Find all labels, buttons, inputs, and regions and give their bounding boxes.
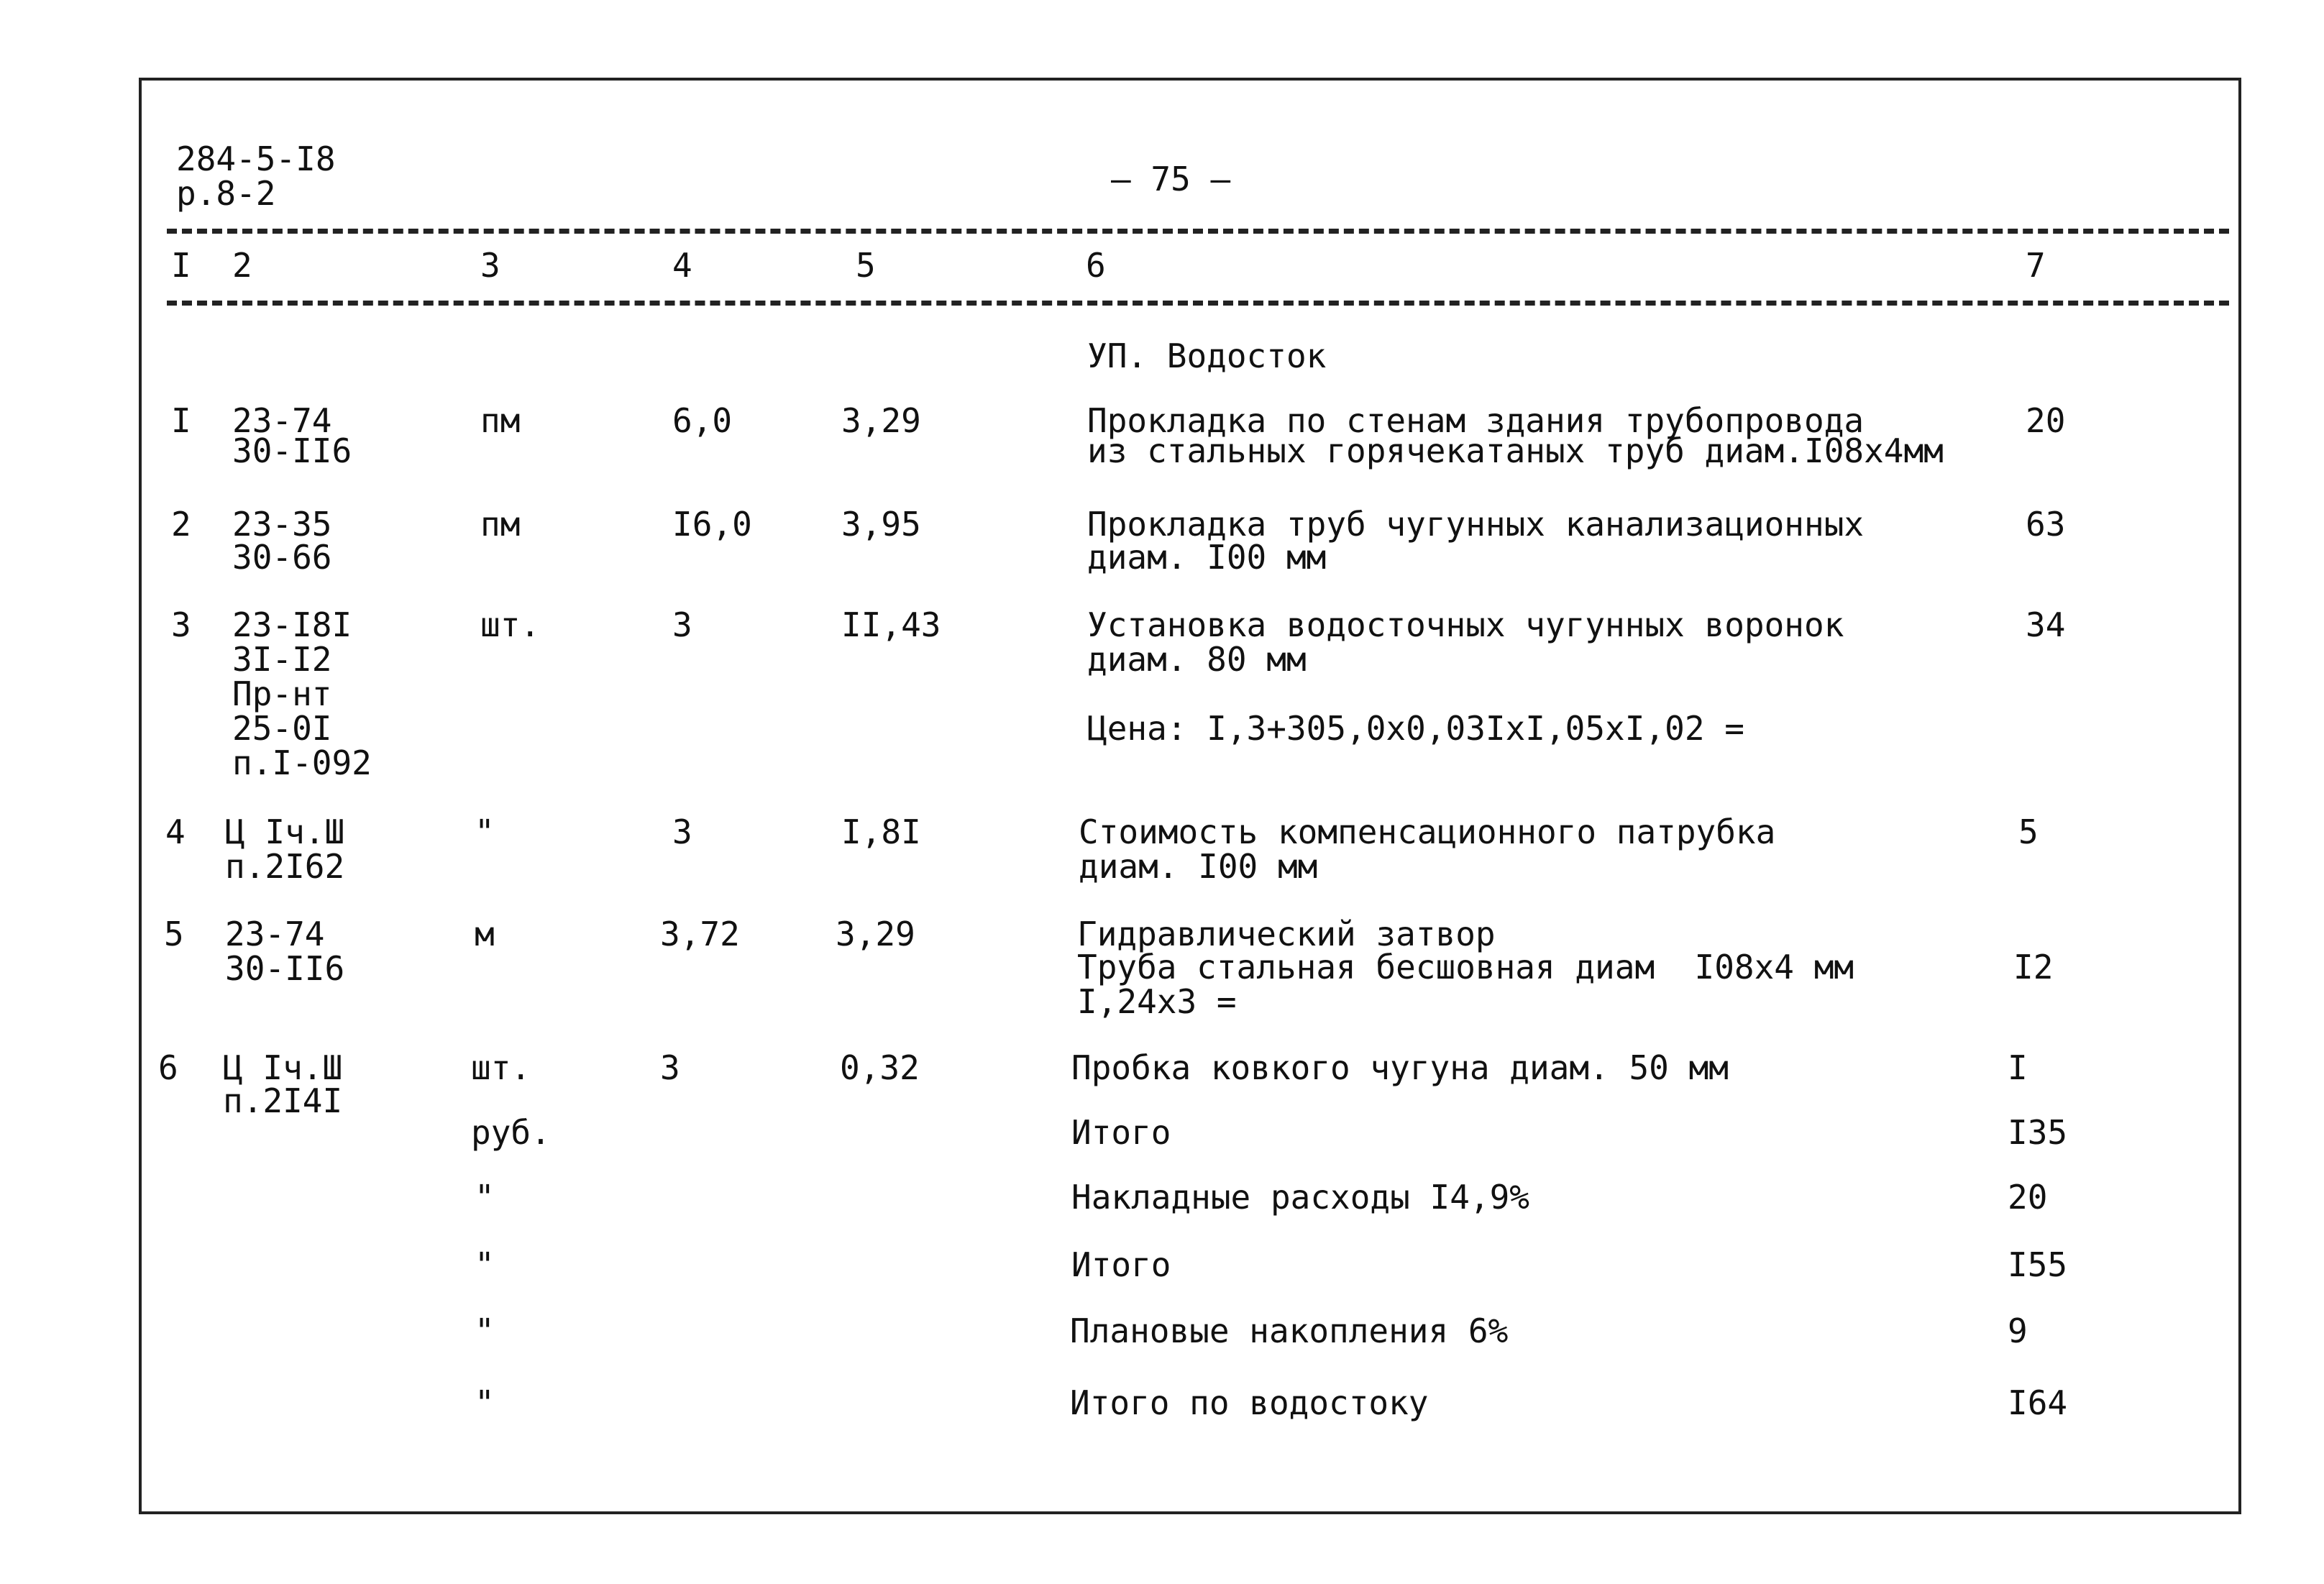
row-qty: I6,0 bbox=[672, 505, 752, 544]
row-ref: Ц Iч.Ш bbox=[223, 1048, 343, 1087]
row-ref: 23-35 bbox=[232, 505, 332, 544]
row-price-note: Цена: I,3+305,0х0,03IxI,05хI,02 = bbox=[1087, 709, 1744, 748]
total-unit: " bbox=[475, 1311, 495, 1350]
row-desc: Установка водосточных чугунных воронок bbox=[1087, 605, 1844, 644]
row-unit: пм bbox=[480, 505, 521, 544]
row-ref: Пр-нт bbox=[232, 674, 332, 713]
doc-subcode: р.8-2 bbox=[176, 174, 276, 213]
row-number: I bbox=[171, 401, 191, 440]
row-sum: 34 bbox=[2026, 605, 2066, 644]
total-label: Плановые накопления 6% bbox=[1070, 1311, 1509, 1350]
row-ref: 30-66 bbox=[232, 538, 332, 577]
col-header-6: 6 bbox=[1086, 246, 1106, 285]
row-sum: I bbox=[2008, 1048, 2028, 1087]
section-title: УП. Водосток bbox=[1087, 337, 1327, 375]
row-sum: I2 bbox=[2013, 948, 2054, 986]
row-qty: 3 bbox=[672, 605, 692, 644]
row-qty: 3 bbox=[672, 812, 692, 851]
total-sum: 20 bbox=[2008, 1178, 2048, 1217]
total-sum: I35 bbox=[2008, 1113, 2068, 1152]
row-ref: 23-I8I bbox=[232, 605, 352, 644]
row-sum: 63 bbox=[2026, 505, 2066, 544]
total-unit: " bbox=[475, 1383, 495, 1422]
row-price: I,8I bbox=[841, 812, 921, 851]
col-header-4: 4 bbox=[672, 246, 692, 285]
row-number: 2 bbox=[171, 505, 191, 544]
row-desc: диам. 80 мм bbox=[1087, 640, 1307, 679]
col-header-5: 5 bbox=[856, 246, 876, 285]
page-number: — 75 — bbox=[1111, 160, 1231, 198]
row-price: 3,29 bbox=[836, 915, 915, 953]
total-sum: I55 bbox=[2008, 1245, 2068, 1284]
col-header-7: 7 bbox=[2026, 246, 2046, 285]
row-number: 4 bbox=[165, 812, 186, 851]
col-header-2: 2 bbox=[232, 246, 252, 285]
total-unit: " bbox=[475, 1245, 495, 1284]
row-ref: 30-II6 bbox=[225, 949, 345, 988]
header-rule-bottom bbox=[167, 301, 2229, 306]
row-unit: шт. bbox=[471, 1048, 531, 1087]
row-sum: 5 bbox=[2018, 812, 2039, 851]
row-unit: м bbox=[475, 915, 495, 953]
row-desc: Прокладка по стенам здания трубопровода bbox=[1087, 401, 1865, 440]
row-desc: Гидравлический затвор bbox=[1077, 915, 1496, 953]
row-desc: Стоимость компенсационного патрубка bbox=[1079, 812, 1776, 851]
row-price: 3,95 bbox=[841, 505, 921, 544]
row-number: 3 bbox=[171, 605, 191, 644]
row-desc: Труба стальная бесшовная диам I08х4 мм bbox=[1077, 948, 1854, 986]
total-label: Итого bbox=[1071, 1245, 1171, 1284]
row-desc: I,24х3 = bbox=[1077, 982, 1237, 1021]
row-price: II,43 bbox=[841, 605, 941, 644]
total-sum: I64 bbox=[2008, 1383, 2068, 1422]
total-unit: " bbox=[475, 1178, 495, 1217]
doc-code: 284-5-I8 bbox=[176, 139, 336, 178]
row-unit: шт. bbox=[480, 605, 541, 644]
row-qty: 3,72 bbox=[660, 915, 740, 953]
row-unit: пм bbox=[480, 401, 521, 440]
row-qty: 3 bbox=[660, 1048, 680, 1087]
row-desc: Пробка ковкого чугуна диам. 50 мм bbox=[1071, 1048, 1729, 1087]
row-ref: п.2I62 bbox=[225, 847, 345, 886]
row-sum: 20 bbox=[2026, 401, 2066, 440]
row-price: 3,29 bbox=[841, 401, 921, 440]
total-sum: 9 bbox=[2008, 1311, 2028, 1350]
row-ref: 30-II6 bbox=[232, 431, 352, 470]
col-header-1: I bbox=[171, 246, 191, 285]
row-desc: из стальных горячекатаных труб диам.I08х4мм bbox=[1087, 431, 1944, 470]
row-ref: 23-74 bbox=[232, 401, 332, 440]
row-ref: п.2I4I bbox=[223, 1081, 343, 1120]
row-ref: 23-74 bbox=[225, 915, 325, 953]
total-label: Итого по водостоку bbox=[1070, 1383, 1429, 1422]
row-ref: Ц Iч.Ш bbox=[225, 812, 345, 851]
row-ref: п.I-092 bbox=[232, 743, 372, 782]
row-unit: " bbox=[475, 812, 495, 851]
total-label: Итого bbox=[1071, 1113, 1171, 1152]
row-ref: 3I-I2 bbox=[232, 640, 332, 679]
row-qty: 6,0 bbox=[672, 401, 733, 440]
header-rule-top bbox=[167, 229, 2229, 234]
row-number: 5 bbox=[164, 915, 184, 953]
row-desc: диам. I00 мм bbox=[1079, 847, 1318, 886]
row-desc: Прокладка труб чугунных канализационных bbox=[1087, 505, 1865, 544]
row-number: 6 bbox=[158, 1048, 178, 1087]
total-unit: руб. bbox=[471, 1113, 551, 1152]
row-price: 0,32 bbox=[840, 1048, 920, 1087]
page-frame bbox=[139, 78, 2241, 1514]
row-desc: диам. I00 мм bbox=[1087, 538, 1327, 577]
total-label: Накладные расходы I4,9% bbox=[1071, 1178, 1529, 1217]
col-header-3: 3 bbox=[480, 246, 500, 285]
row-ref: 25-0I bbox=[232, 709, 332, 748]
